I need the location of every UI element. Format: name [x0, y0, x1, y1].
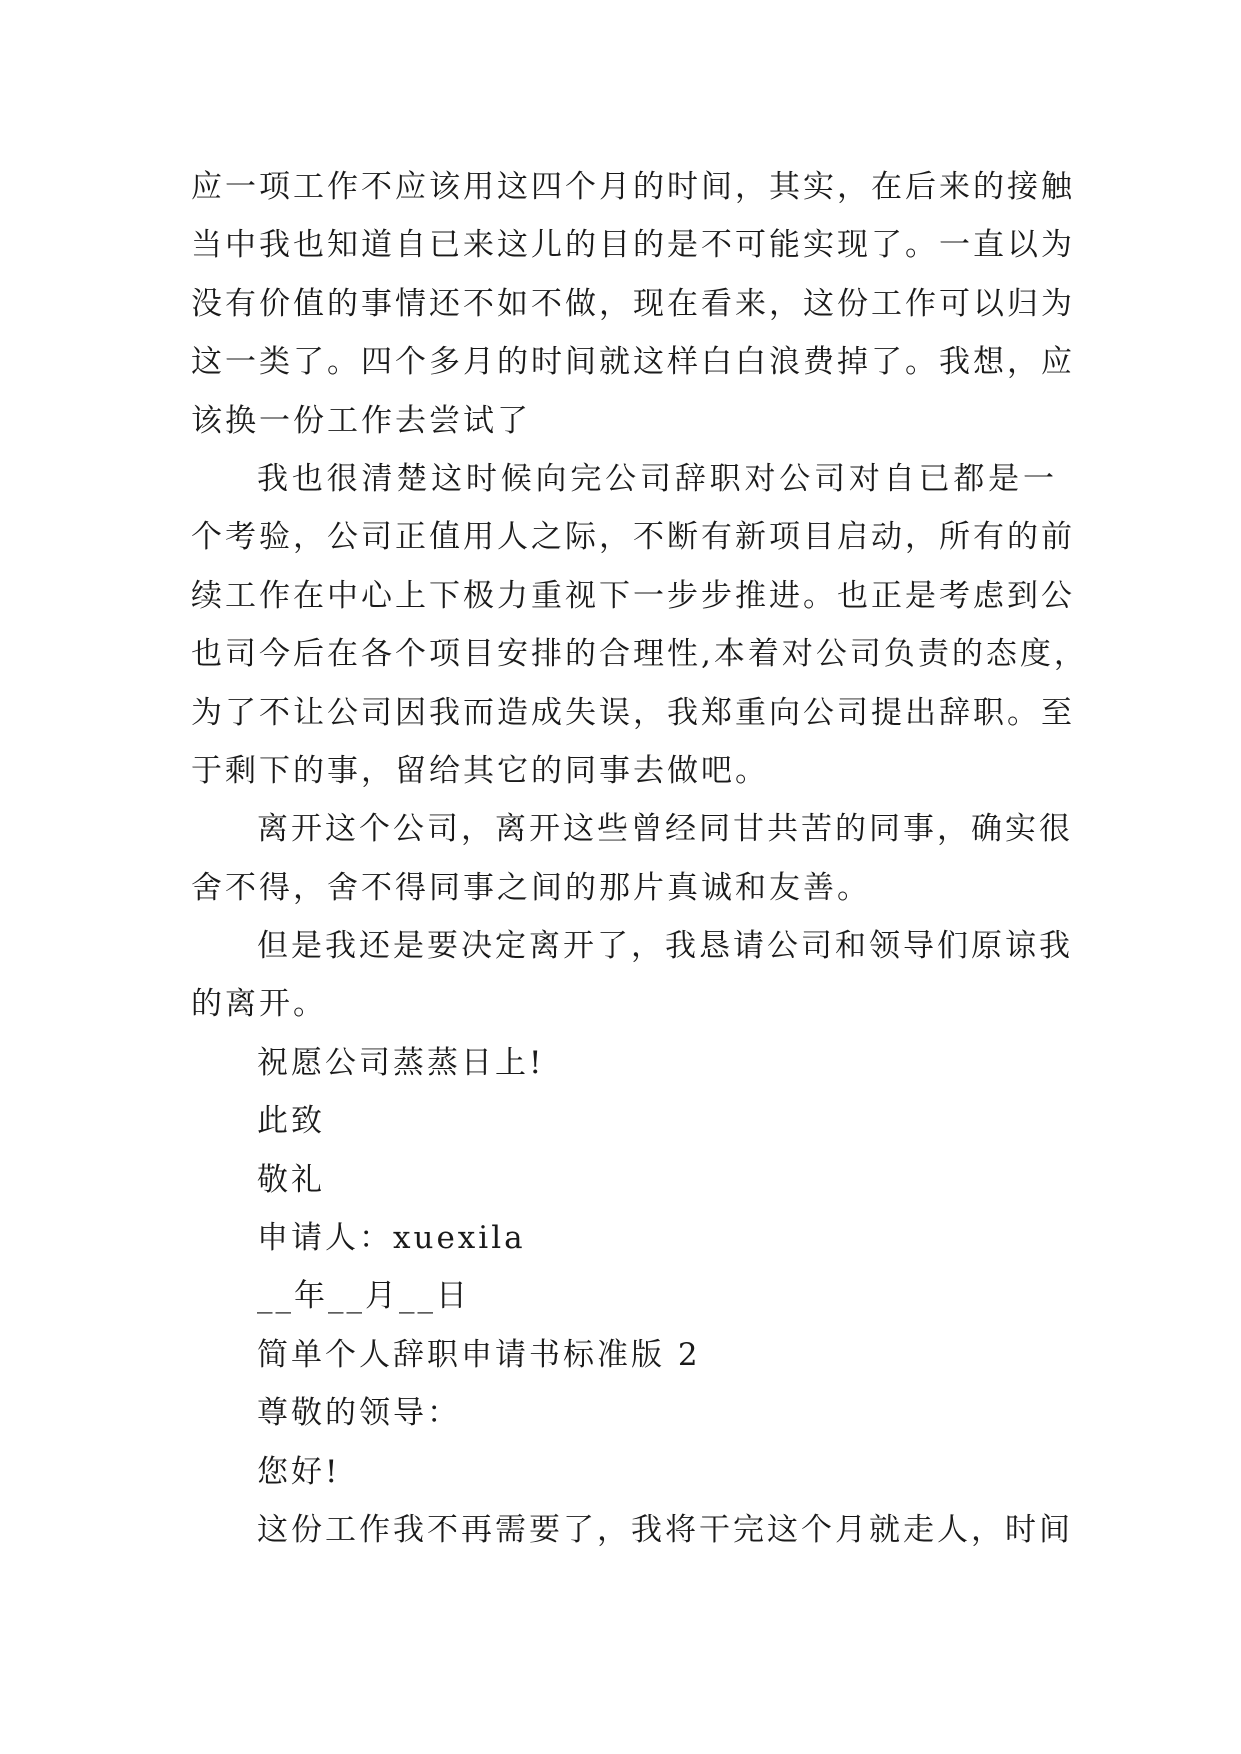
text-line: 于剩下的事，留给其它的同事去做吧。	[191, 752, 769, 789]
document-body	[191, 158, 1088, 1559]
text-line: 此致	[257, 1103, 325, 1140]
applicant-line: 申请人：xuexila	[257, 1220, 526, 1257]
section-title: 简单个人辞职申请书标准版 2	[257, 1336, 701, 1373]
text-line: 个考验，公司正值用人之际，不断有新项目启动，所有的前	[191, 519, 1075, 556]
text-line: 该换一份工作去尝试了	[191, 402, 531, 439]
text-line: 为了不让公司因我而造成失误，我郑重向公司提出辞职。至	[191, 694, 1075, 731]
date-line: __年__月__日	[257, 1278, 470, 1315]
text-line: 敬礼	[257, 1161, 325, 1198]
text-line: 这一类了。四个多月的时间就这样白白浪费掉了。我想，应	[191, 344, 1075, 381]
salutation: 尊敬的领导：	[257, 1395, 461, 1432]
text-line: 祝愿公司蒸蒸日上!	[257, 1044, 545, 1081]
text-line: 也司今后在各个项目安排的合理性,本着对公司负责的态度，	[191, 636, 1088, 673]
greeting: 您好!	[257, 1453, 341, 1490]
text-line: 的离开。	[191, 986, 327, 1023]
text-line: 当中我也知道自已来这儿的目的是不可能实现了。一直以为	[191, 227, 1075, 264]
text-line: 续工作在中心上下极力重视下一步步推进。也正是考虑到公	[191, 577, 1075, 614]
text-line: 应一项工作不应该用这四个月的时间，其实，在后来的接触	[191, 169, 1075, 205]
text-line: 这份工作我不再需要了，我将干完这个月就走人，时间	[257, 1511, 1073, 1548]
text-line: 没有价值的事情还不如不做，现在看来，这份工作可以归为	[191, 285, 1075, 322]
text-line: 我也很清楚这时候向完公司辞职对公司对自已都是一	[257, 460, 1057, 497]
text-line: 但是我还是要决定离开了，我恳请公司和领导们原谅我	[257, 928, 1073, 965]
text-line: 离开这个公司，离开这些曾经同甘共苦的同事，确实很	[257, 811, 1073, 848]
text-line: 舍不得，舍不得同事之间的那片真诚和友善。	[191, 869, 871, 906]
